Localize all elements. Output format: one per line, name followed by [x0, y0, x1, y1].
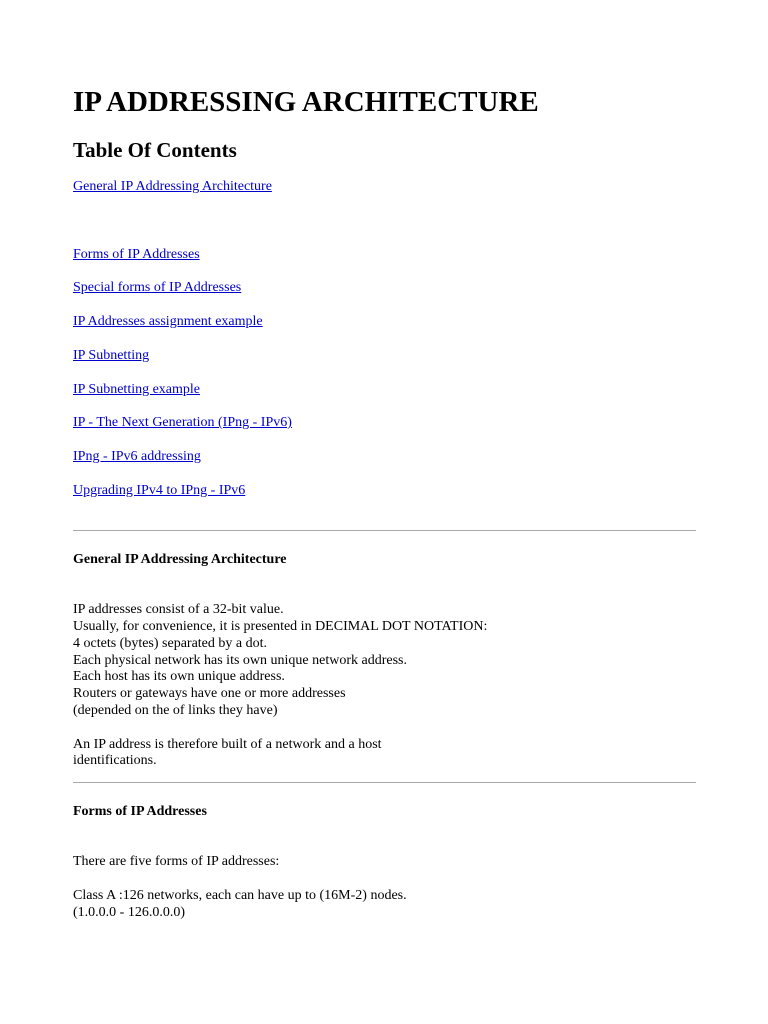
general-text-line: Each host has its own unique address. — [73, 669, 285, 684]
forms-text-line: Class A :126 networks, each can have up to (16M-2) nodes. — [73, 888, 407, 903]
toc-link-general-architecture[interactable]: General IP Addressing Architecture — [73, 179, 272, 194]
page-title: IP ADDRESSING ARCHITECTURE — [73, 86, 539, 118]
section-title-forms: Forms of IP Addresses — [73, 804, 207, 819]
general-text-line: identifications. — [73, 753, 157, 768]
general-text-line: Each physical network has its own unique network address. — [73, 653, 407, 668]
general-text-line: An IP address is therefore built of a network and a host — [73, 737, 382, 752]
general-text-line: Usually, for convenience, it is presented in DECIMAL DOT NOTATION: — [73, 619, 488, 634]
toc-link-ipv6-addressing[interactable]: IPng - IPv6 addressing — [73, 449, 201, 464]
toc-link-special-forms[interactable]: Special forms of IP Addresses — [73, 280, 242, 295]
general-text-line: IP addresses consist of a 32-bit value. — [73, 602, 284, 617]
general-text-line: (depended on the of links they have) — [73, 703, 278, 718]
toc-heading: Table Of Contents — [73, 138, 237, 162]
toc-link-upgrading-ipv4[interactable]: Upgrading IPv4 to IPng - IPv6 — [73, 483, 246, 498]
section-divider — [73, 530, 696, 531]
general-text-line: Routers or gateways have one or more addresses — [73, 686, 346, 701]
toc-link-assignment-example[interactable]: IP Addresses assignment example — [73, 314, 263, 329]
toc-link-subnetting-example[interactable]: IP Subnetting example — [73, 382, 201, 397]
toc-link-forms-of-ip-addresses[interactable]: Forms of IP Addresses — [73, 247, 200, 262]
toc-link-ip-subnetting[interactable]: IP Subnetting — [73, 348, 150, 363]
section-title-general: General IP Addressing Architecture — [73, 552, 287, 567]
forms-text-line: There are five forms of IP addresses: — [73, 854, 280, 869]
section-divider — [73, 782, 696, 783]
general-text-line: 4 octets (bytes) separated by a dot. — [73, 636, 267, 651]
toc-link-next-generation[interactable]: IP - The Next Generation (IPng - IPv6) — [73, 415, 292, 430]
forms-text-line: (1.0.0.0 - 126.0.0.0) — [73, 905, 185, 920]
